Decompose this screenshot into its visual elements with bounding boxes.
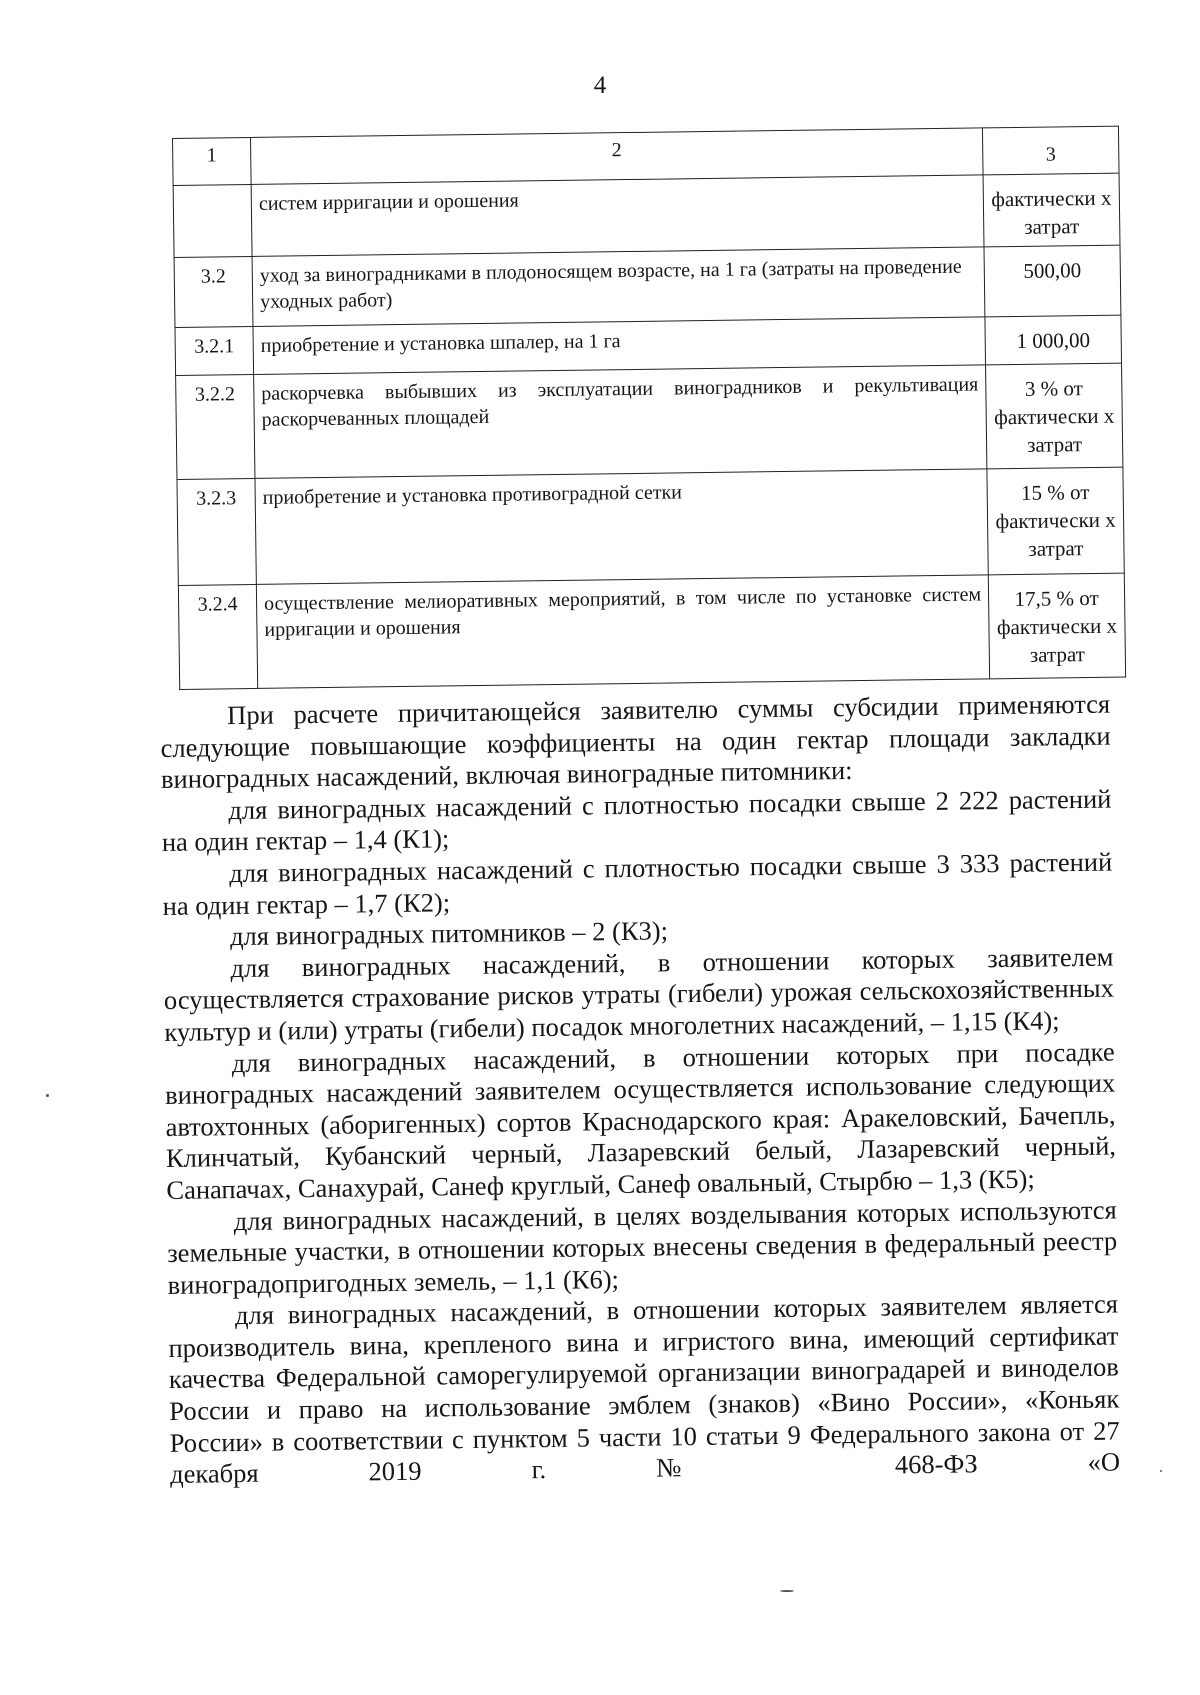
row-number: 3.2 <box>174 256 253 327</box>
row-description: систем ирригации и орошения <box>251 175 984 257</box>
paragraph-k7: для виноградных насаждений, в отношении которых заявителем является производитель вина, крепленого вина и игристого вина, имеющий сертификат качества Федеральной саморегулируемой организации виноградарей и виноделов России и право на использование эмблем (знаков) «Вино России», «Коньяк России» в соответствии с пунктом 5 части 10 статьи 9 Федерального закона от 27 декабря 2019 г. № 468-ФЗ «О <box>168 1288 1121 1490</box>
paragraph-k1: для виноградных насаждений с плотностью посадки свыше 2 222 растений на один гектар – 1,4 (К1); <box>161 783 1112 858</box>
row-number: 3.2.2 <box>176 374 255 479</box>
row-rate: фактически х затрат <box>983 173 1120 247</box>
paragraph-k3: для виноградных питомников – 2 (К3); <box>229 915 669 952</box>
scan-speck <box>46 1094 49 1097</box>
paragraph-k6: для виноградных насаждений, в целях возделывания которых используются земельные участки, в отношении которых внесены сведения в федеральный реестр виноградопригодных земель, – 1,1 (К6); <box>167 1194 1118 1300</box>
table-row <box>178 573 1125 689</box>
page-number: 4 <box>593 72 607 99</box>
paragraph-k4: для виноградных насаждений, в отношении которых заявителем осуществляется страхование рисков утраты (гибели) урожая сельскохозяйственных культур и (или) утраты (гибели) посадок многолетних насаждений, – 1,15 (К4); <box>163 941 1115 1047</box>
row-number: 3.2.4 <box>178 584 257 689</box>
row-rate: 15 % от фактически х затрат <box>987 467 1124 575</box>
paragraph-k2: для виноградных насаждений с плотностью посадки свыше 3 333 растений на один гектар – 1,7 (К2); <box>162 846 1113 921</box>
row-description: приобретение и установка противоградной сетки <box>255 469 988 585</box>
row-rate: 1 000,00 <box>985 315 1122 365</box>
row-number <box>173 184 252 257</box>
row-rate: 17,5 % от фактически х затрат <box>988 573 1125 679</box>
row-description: осуществление мелиоративных мероприятий, в том числе по установке систем ирригации и орошения <box>256 575 989 689</box>
column-header-description: 2 <box>250 128 983 185</box>
row-rate: 500,00 <box>984 245 1121 317</box>
row-description: уход за виноградниками в плодоносящем возрасте, на 1 га (затраты на проведение уходных работ) <box>252 247 985 327</box>
subsidy-rates-table <box>172 126 1126 690</box>
table-row <box>174 245 1121 327</box>
column-header-rate: 3 <box>982 126 1119 175</box>
column-header-number: 1 <box>173 137 252 185</box>
paragraph-intro: При расчете причитающейся заявителю суммы субсидии применяются следующие повышающие коэффициенты на один гектар площади закладки виноградных насаждений, включая виноградные питомники: <box>160 688 1111 795</box>
row-rate: 3 % от фактически х затрат <box>986 363 1123 469</box>
table-row <box>173 173 1120 257</box>
table-row <box>176 363 1123 479</box>
row-description: приобретение и установка шпалер, на 1 га <box>253 317 986 375</box>
scan-speck <box>1160 1470 1162 1472</box>
table-row <box>177 467 1124 585</box>
row-number: 3.2.3 <box>177 478 256 585</box>
row-description: раскорчевка выбывших из эксплуатации виноградников и рекультивация раскорчеванных площадей <box>254 365 987 479</box>
body-text <box>160 689 1120 1491</box>
scan-speck <box>780 1590 794 1592</box>
row-number: 3.2.1 <box>175 326 254 375</box>
paragraph-k5: для виноградных насаждений, в отношении которых при посадке виноградных насаждений заявителем осуществляется использование следующих автохтонных (аборигенных) сортов Краснодарского края: Аракеловский, Бачепль, Клинчатый, Кубанский черный, Лазаревский белый, Лазаревский черный, Санапачах, Санахурай, Санеф круглый, Санеф овальный, Стырбю – 1,3 (К5); <box>164 1036 1117 1205</box>
